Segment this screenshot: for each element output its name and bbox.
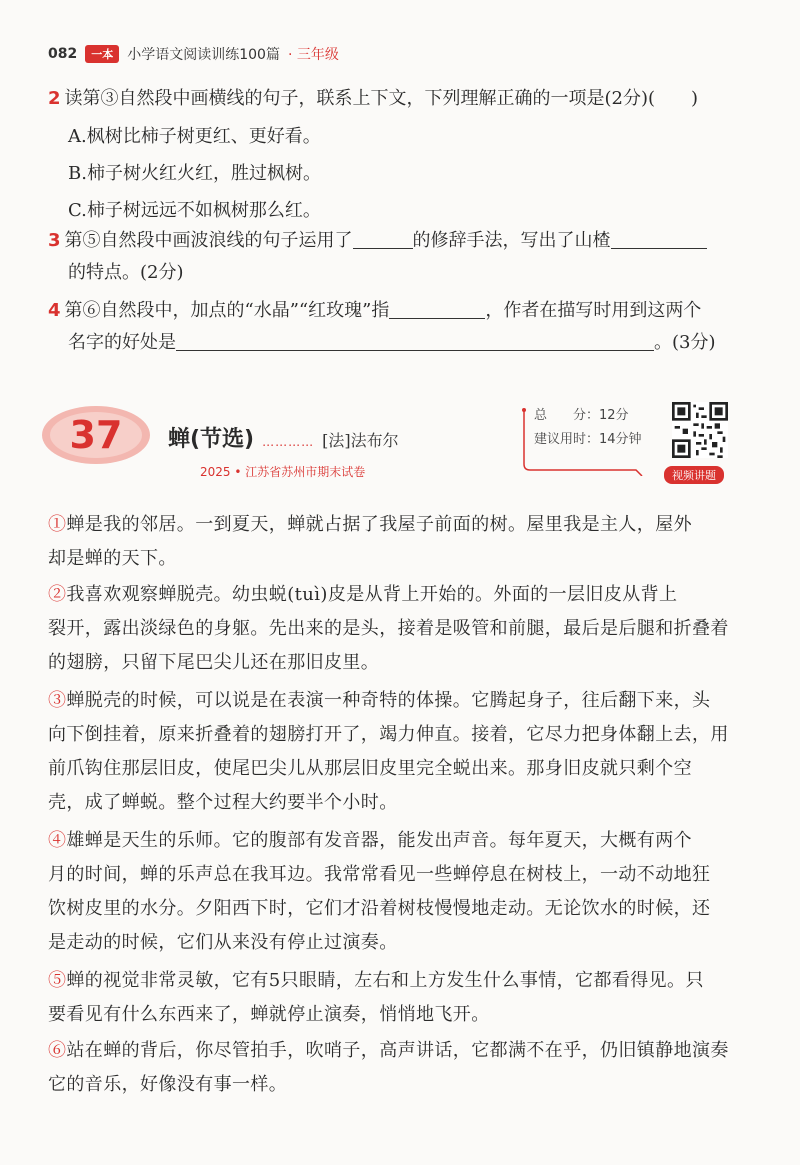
option-c[interactable]: C.柿子树远远不如枫树那么红。 xyxy=(68,200,321,221)
question-3 xyxy=(48,226,707,256)
paragraph-3 xyxy=(48,684,758,820)
paragraph-line: 要看见有什么东西来了，蝉就停止演奏，悄悄地飞开。 xyxy=(48,1004,490,1025)
paragraph-4 xyxy=(48,824,758,960)
publisher-logo: 一本 xyxy=(85,45,119,63)
paragraph-line: 的翅膀，只留下尾巴尖儿还在那旧皮里。 xyxy=(48,652,380,673)
section-title: 蝉(节选) xyxy=(168,427,255,452)
title-dots: ………… xyxy=(262,435,315,449)
question-2 xyxy=(48,84,698,114)
paragraph-2 xyxy=(48,578,758,680)
section-title-row xyxy=(168,422,399,453)
question-number: 2 xyxy=(48,88,61,109)
question-number: 3 xyxy=(48,230,61,251)
question-text: 读第③自然段中画横线的句子，联系上下文，下列理解正确的一项是(2分)( ) xyxy=(64,88,699,109)
section-source: 2025 • 江苏省苏州市期末试卷 xyxy=(200,465,366,479)
paragraph-line: 雄蝉是天生的乐师。它的腹部有发音器，能发出声音。每年夏天，大概有两个 xyxy=(66,830,693,851)
question-text-a: 第⑥自然段中，加点的“水晶”“红玫瑰”指 xyxy=(64,300,390,321)
paragraph-line: 壳，成了蝉蜕。整个过程大约要半个小时。 xyxy=(48,792,398,813)
question-text-c: 的特点。(2分) xyxy=(68,262,184,283)
paragraph-number: ⑥ xyxy=(48,1040,67,1061)
total-score: 总 分：12分 xyxy=(534,408,629,423)
paragraph-number: ② xyxy=(48,584,67,605)
question-4 xyxy=(48,296,701,326)
page-number: 082 xyxy=(48,46,78,62)
option-b[interactable]: B.柿子树火红火红，胜过枫树。 xyxy=(68,163,321,184)
paragraph-line: 站在蝉的背后，你尽管拍手，吹哨子，高声讲话，它都满不在乎，仍旧镇静地演奏 xyxy=(66,1040,729,1061)
section-number-badge xyxy=(40,402,158,468)
paragraph-6 xyxy=(48,1034,758,1102)
paragraph-line: 却是蝉的天下。 xyxy=(48,548,177,569)
page-header xyxy=(48,44,339,64)
section-number: 37 xyxy=(69,413,123,457)
paragraph-line: 它的音乐，好像没有事一样。 xyxy=(48,1074,288,1095)
book-title: 小学语文阅读训练100篇 xyxy=(127,47,280,63)
answer-blank[interactable] xyxy=(353,230,413,249)
answer-blank[interactable] xyxy=(176,332,654,351)
question-number: 4 xyxy=(48,300,61,321)
answer-blank[interactable] xyxy=(611,230,707,249)
qr-code-icon[interactable] xyxy=(672,402,728,458)
paragraph-line: 蝉脱壳的时候，可以说是在表演一种奇特的体操。它腾起身子，往后翻下来，头 xyxy=(66,690,711,711)
paragraph-5 xyxy=(48,964,758,1032)
section-author: [法]法布尔 xyxy=(322,431,399,450)
paragraph-1 xyxy=(48,508,758,576)
question-3-cont xyxy=(68,258,184,288)
paragraph-line: 蝉是我的邻居。一到夏天，蝉就占据了我屋子前面的树。屋里我是主人，屋外 xyxy=(66,514,693,535)
paragraph-line: 我喜欢观察蝉脱壳。幼虫蜕(tuì)皮是从背上开始的。外面的一层旧皮从背上 xyxy=(66,584,678,605)
score-info xyxy=(518,404,642,452)
paragraph-line: 蝉的视觉非常灵敏，它有5只眼睛，左右和上方发生什么事情，它都看得见。只 xyxy=(66,970,704,991)
paragraph-line: 月的时间，蝉的乐声总在我耳边。我常常看见一些蝉停息在树枝上，一动不动地狂 xyxy=(48,864,711,885)
answer-blank[interactable] xyxy=(389,300,485,319)
paragraph-line: 是走动的时候，它们从来没有停止过演奏。 xyxy=(48,932,398,953)
option-a[interactable]: A.枫树比柿子树更红、更好看。 xyxy=(68,126,321,147)
paragraph-line: 前爪钩住那层旧皮，使尾巴尖儿从那层旧皮里完全蜕出来。那身旧皮就只剩个空 xyxy=(48,758,692,779)
suggested-time: 建议用时：14分钟 xyxy=(534,432,642,447)
paragraph-number: ⑤ xyxy=(48,970,67,991)
question-text-b: ，作者在描写时用到这两个 xyxy=(485,300,702,321)
paragraph-number: ① xyxy=(48,514,67,535)
grade-label: · 三年级 xyxy=(287,47,339,63)
question-text-b: 的修辞手法，写出了山楂 xyxy=(412,230,611,251)
video-lecture-button[interactable]: 视频讲题 xyxy=(664,466,724,484)
paragraph-line: 裂开，露出淡绿色的身躯。先出来的是头，接着是吸管和前腿，最后是后腿和折叠着 xyxy=(48,618,729,639)
question-text-a: 第⑤自然段中画波浪线的句子运用了 xyxy=(64,230,353,251)
paragraph-number: ④ xyxy=(48,830,67,851)
paragraph-line: 向下倒挂着，原来折叠着的翅膀打开了，竭力伸直。接着，它尽力把身体翻上去，用 xyxy=(48,724,729,745)
question-text-d: 。(3分) xyxy=(654,332,716,353)
paragraph-number: ③ xyxy=(48,690,67,711)
question-text-c: 名字的好处是 xyxy=(68,332,176,353)
paragraph-line: 饮树皮里的水分。夕阳西下时，它们才沿着树枝慢慢地走动。无论饮水的时候，还 xyxy=(48,898,711,919)
question-4-cont xyxy=(68,328,716,358)
